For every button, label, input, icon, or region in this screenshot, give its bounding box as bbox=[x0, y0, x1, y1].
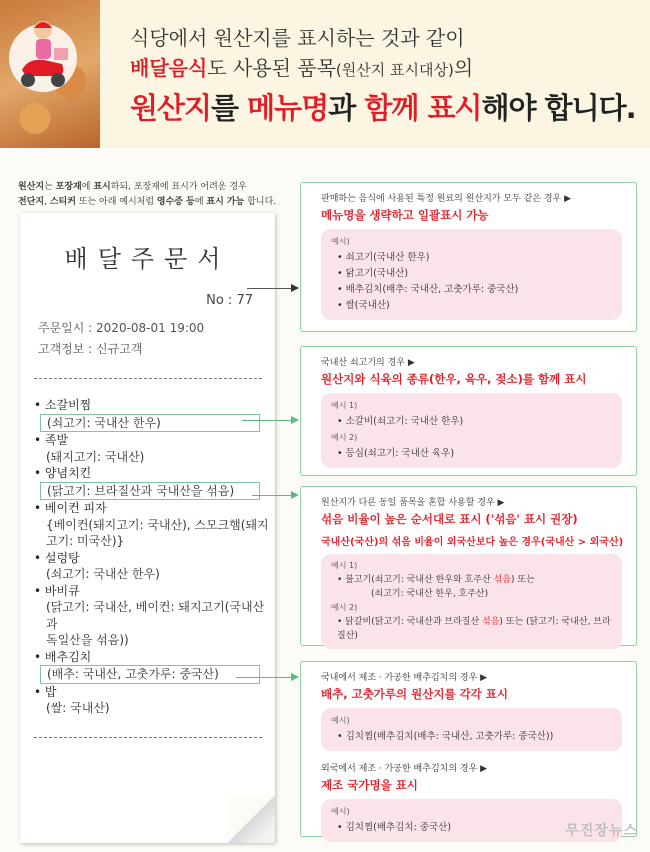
box-condition: 국내산 쇠고기의 경우 ▶ bbox=[321, 358, 415, 368]
box-rule: 배추, 고춧가루의 원산지를 각각 표시 bbox=[321, 687, 509, 701]
receipt-item-origin-line: (닭고기: 브라질산과 국내산을 섞음) bbox=[47, 483, 235, 498]
receipt-item-origin-line: (쇠고기: 국내산 한우) bbox=[47, 415, 161, 430]
example-text: 닭갈비(닭고기: 국내산과 브라질산 bbox=[345, 617, 483, 627]
note-line-2 bbox=[18, 195, 276, 210]
connector-line bbox=[247, 288, 291, 289]
receipt-item-name: • 설렁탕 bbox=[34, 550, 80, 565]
note-text: 합니다. bbox=[244, 197, 277, 207]
order-datetime: 주문일시 : 2020-08-01 19:00 bbox=[38, 321, 205, 335]
mixed-highlight: 섞음 bbox=[493, 575, 511, 585]
box-condition: 국내에서 제조 · 가공한 배추김치의 경우 ▶ bbox=[321, 673, 488, 683]
info-box-mixed bbox=[300, 486, 637, 646]
example-panel bbox=[321, 554, 622, 649]
example-line bbox=[331, 573, 614, 587]
receipt-items bbox=[34, 397, 270, 717]
note-bold: 전단지 bbox=[18, 197, 45, 207]
receipt-item-origin bbox=[34, 517, 270, 550]
receipt-item-origin-line: 고기: 미국산)} bbox=[46, 534, 125, 548]
arrow-icon bbox=[291, 284, 299, 292]
info-box-kimchi bbox=[300, 661, 637, 837]
receipt-item-origin-line: (배추: 국내산, 고춧가루: 중국산) bbox=[47, 667, 219, 681]
receipt-item-name: • 양념치킨 bbox=[34, 466, 92, 480]
receipt-item-origin-line: (쇠고기: 국내산 한우) bbox=[46, 567, 160, 581]
receipt-item-origin-line: {베이컨(돼지고기: 국내산), 스모크햄(돼지 bbox=[46, 517, 269, 532]
connector-line bbox=[252, 495, 291, 496]
delivery-order-receipt bbox=[20, 213, 275, 843]
header-text: 도 사용된 품목 bbox=[207, 56, 336, 80]
arrow-icon bbox=[291, 491, 299, 499]
header-small-note: (원산지 표시대상) bbox=[335, 61, 454, 79]
receipt-title: 배달주문서 bbox=[64, 245, 231, 273]
example-line: • 쇠고기(국내산 한우) bbox=[331, 250, 614, 266]
receipt-item-name: • 바비큐 bbox=[34, 583, 80, 598]
receipt-item-name: • 배추김치 bbox=[34, 649, 92, 664]
example-line: • 배추김치(배추: 국내산, 고춧가루: 중국산) bbox=[331, 282, 614, 298]
delivery-scooter-icon bbox=[8, 8, 78, 108]
note-text: 는 bbox=[44, 182, 56, 192]
note-text: 하되, 포장재에 표시가 어려운 경우 bbox=[110, 182, 247, 192]
note-text: , bbox=[44, 197, 50, 207]
receipt-divider bbox=[34, 737, 262, 738]
receipt-item-origin bbox=[40, 482, 260, 501]
receipt-divider bbox=[34, 378, 262, 379]
header-line-1: 식당에서 원산지를 표시하는 것과 같이 bbox=[130, 26, 465, 50]
box-rule: 섞음 비율이 높은 순서대로 표시 ('섞음' 표시 권장) bbox=[321, 512, 578, 526]
example-panel bbox=[321, 229, 622, 320]
header-line-3 bbox=[130, 86, 636, 127]
example-line: • 쌀(국내산) bbox=[331, 298, 614, 314]
example-label: 예시) bbox=[331, 716, 350, 725]
example-panel bbox=[321, 393, 622, 468]
example-label: 예시 2) bbox=[331, 603, 358, 612]
example-text: ) 또는 (닭고기: 국내산, 브라질산) bbox=[337, 617, 611, 641]
receipt-item-name: • 베이컨 피자 bbox=[34, 501, 107, 515]
example-line: • 닭고기(국내산) bbox=[331, 266, 614, 282]
example-label: 예시 1) bbox=[331, 561, 358, 570]
customer-info: 고객정보 : 신규고객 bbox=[38, 342, 143, 356]
header-highlight-menu: 메뉴명 bbox=[247, 91, 329, 125]
mixed-highlight: 섞음 bbox=[482, 617, 500, 627]
receipt-item-origin-line: 독일산을 섞음)) bbox=[46, 633, 129, 647]
example-line bbox=[331, 615, 614, 643]
note-bold: 포장재 bbox=[55, 182, 82, 192]
receipt-item-origin bbox=[34, 700, 270, 717]
page-curl bbox=[227, 795, 275, 843]
note-bold: 표시 가능 bbox=[206, 197, 245, 207]
box-condition: 외국에서 제조 · 가공한 배추김치의 경우 ▶ bbox=[321, 764, 488, 774]
header-highlight-together: 함께 표시 bbox=[364, 91, 482, 125]
receipt-item-origin bbox=[40, 414, 260, 433]
box-condition: 원산지가 다른 동일 품목을 혼합 사용할 경우 ▶ bbox=[321, 498, 505, 508]
example-label: 예시) bbox=[331, 807, 350, 816]
info-box-beef bbox=[300, 346, 637, 476]
receipt-item-origin bbox=[40, 665, 260, 684]
receipt-item-origin-line: (쌀: 국내산) bbox=[46, 701, 110, 715]
note-bold: 스티커 bbox=[49, 197, 76, 207]
header-highlight-delivery: 배달음식 bbox=[130, 56, 208, 80]
receipt-item-origin bbox=[34, 449, 270, 466]
header-line-2 bbox=[130, 52, 473, 81]
receipt-item-name: • 밥 bbox=[34, 684, 57, 699]
arrow-icon bbox=[291, 416, 299, 424]
header-text: 를 bbox=[211, 91, 248, 125]
header-text: 의 bbox=[453, 56, 474, 80]
receipt-note bbox=[18, 180, 276, 210]
note-text: 에 bbox=[81, 182, 94, 192]
example-label: 예시) bbox=[331, 237, 350, 246]
box-rule: 원산지와 식육의 종류(한우, 육우, 젖소)를 함께 표시 bbox=[321, 372, 587, 386]
receipt-item-origin bbox=[34, 566, 270, 583]
header-banner bbox=[0, 0, 650, 148]
example-label: 예시 2) bbox=[331, 433, 358, 442]
box-rule: 제조 국가명을 표시 bbox=[321, 778, 418, 792]
receipt-item-name: • 소갈비찜 bbox=[34, 398, 92, 412]
example-line: • 김치찜(배추김치: 중국산) bbox=[331, 820, 614, 836]
arrow-icon bbox=[291, 673, 299, 681]
example-line: (쇠고기: 국내산 한우, 호주산) bbox=[371, 589, 489, 599]
note-bold: 영수증 등 bbox=[156, 197, 195, 207]
header-text: 과 bbox=[328, 91, 365, 125]
connector-line bbox=[236, 677, 291, 678]
example-line: • 소갈비(쇠고기: 국내산 한우) bbox=[331, 414, 614, 430]
receipt-item-name: • 족발 bbox=[34, 433, 69, 447]
note-line-1 bbox=[18, 180, 276, 195]
example-label: 예시 1) bbox=[331, 401, 358, 410]
note-text: 에 bbox=[194, 197, 207, 207]
example-text: 불고기(쇠고기: 국내산 한우와 호주산 bbox=[345, 575, 494, 585]
note-bold: 원산지 bbox=[18, 182, 45, 192]
order-number: No : 77 bbox=[206, 293, 253, 308]
box-rule-sub: 국내산(국산)의 섞음 비율이 외국산보다 높은 경우(국내산 > 외국산) bbox=[321, 537, 624, 548]
example-line: • 등심(쇠고기: 국내산 육우) bbox=[331, 446, 614, 462]
note-bold: 표시 bbox=[93, 182, 111, 192]
receipt-item-origin-line: (닭고기: 국내산, 베이컨: 돼지고기(국내산과 bbox=[46, 600, 265, 631]
header-text: 해야 합니다. bbox=[481, 91, 636, 125]
example-line: • 김치찜(배추김치(배추: 국내산, 고춧가루: 중국산)) bbox=[331, 729, 614, 745]
box-rule: 메뉴명을 생략하고 일괄표시 가능 bbox=[321, 208, 489, 222]
receipt-item-origin bbox=[34, 599, 270, 649]
info-box-bulk-label bbox=[300, 182, 637, 332]
example-panel bbox=[321, 708, 622, 751]
box-condition: 판매하는 음식에 사용된 특정 원료의 원산지가 모두 같은 경우 ▶ bbox=[321, 194, 572, 204]
receipt-item-origin-line: (돼지고기: 국내산) bbox=[46, 449, 145, 464]
note-text: 또는 아래 예시처럼 bbox=[75, 197, 157, 207]
watermark-logo: 무진장뉴스 bbox=[565, 823, 638, 839]
header-highlight-origin: 원산지 bbox=[130, 91, 212, 125]
connector-line bbox=[242, 420, 291, 421]
example-text: ) 또는 bbox=[510, 575, 535, 585]
